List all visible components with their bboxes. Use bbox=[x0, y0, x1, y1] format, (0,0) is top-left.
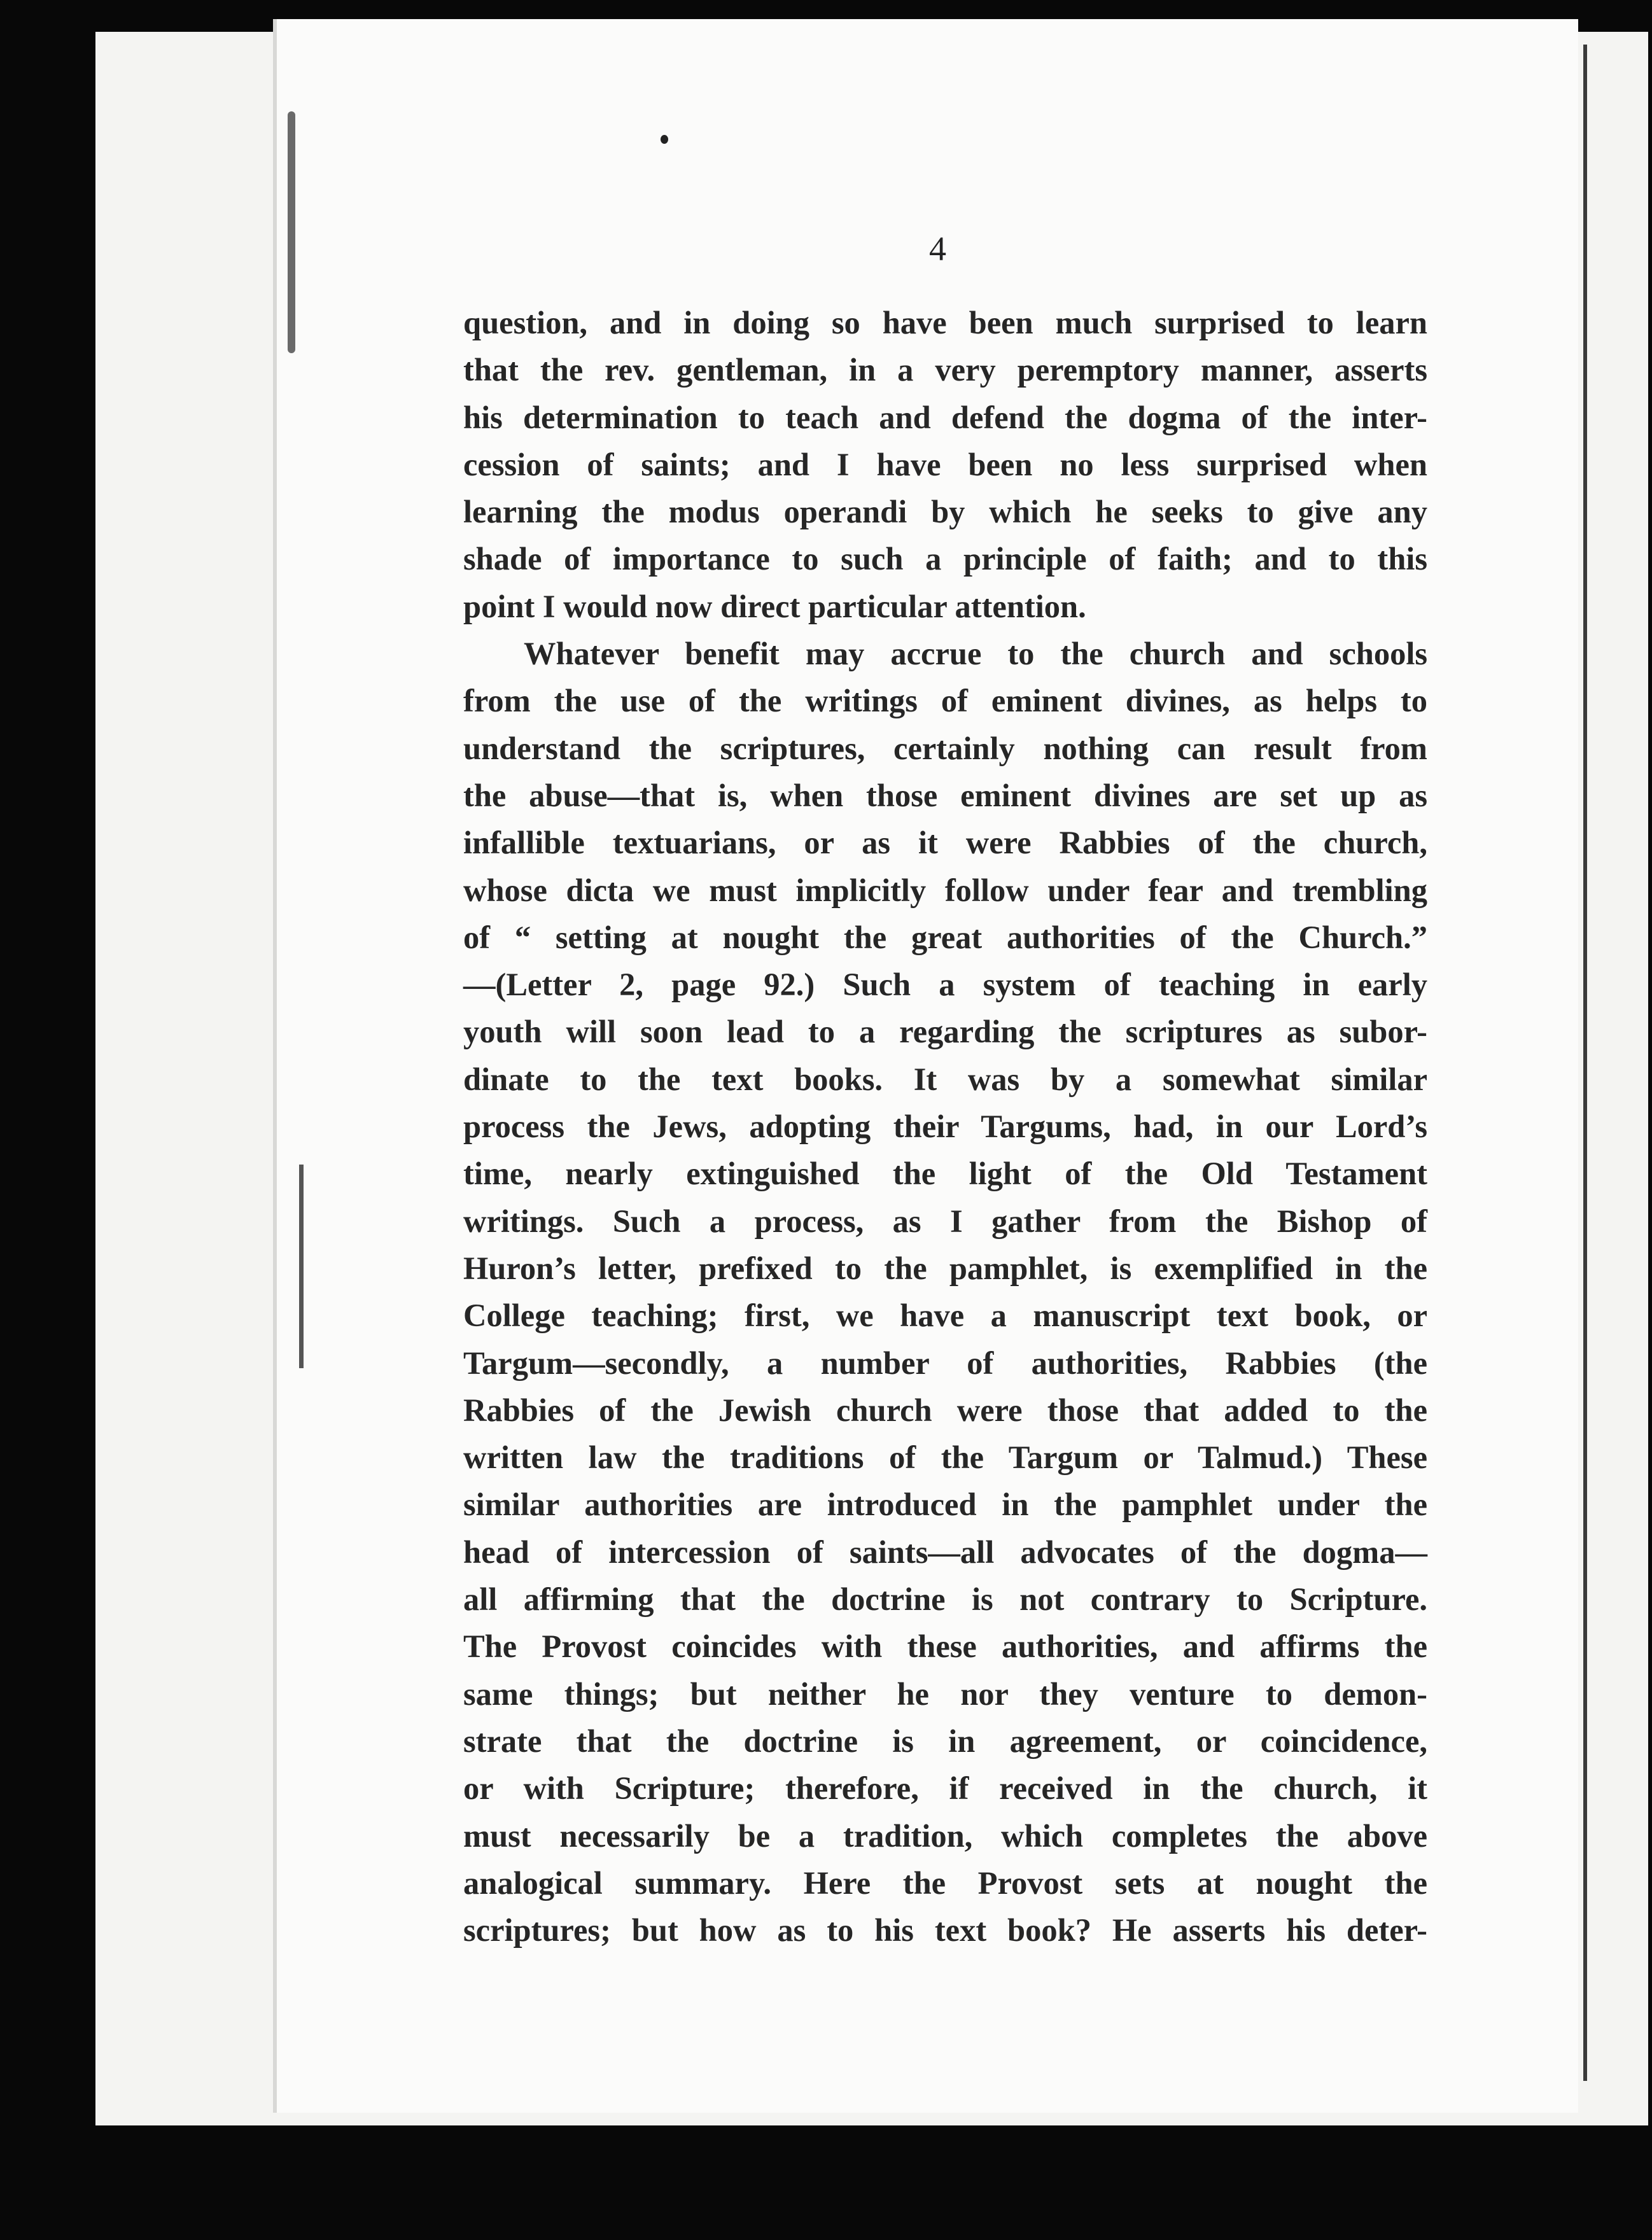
text-line: similar authorities are introduced in the pamphlet under the bbox=[463, 1487, 1427, 1523]
text-line: shade of importance to such a principle of faith; and to this bbox=[463, 541, 1427, 577]
binding-mark bbox=[299, 1165, 304, 1368]
text-line: point I would now direct particular attention. bbox=[463, 588, 1086, 624]
text-line: infallible textuarians, or as it were Rabbies of the church, bbox=[463, 825, 1427, 861]
text-line: Whatever benefit may accrue to the church and schools bbox=[524, 636, 1427, 672]
text-line: written law the traditions of the Targum or Talmud.) These bbox=[463, 1439, 1427, 1476]
text-line: or with Scripture; therefore, if received in the church, it bbox=[463, 1770, 1427, 1807]
text-line: cession of saints; and I have been no less surprised when bbox=[463, 446, 1427, 482]
text-line: head of intercession of saints—all advocates of the dogma— bbox=[463, 1534, 1427, 1570]
text-line: writings. Such a process, as I gather from the Bishop of bbox=[463, 1203, 1427, 1239]
text-line: College teaching; first, we have a manuscript text book, or bbox=[463, 1298, 1427, 1334]
text-line: analogical summary. Here the Provost sets at nought the bbox=[463, 1865, 1427, 1901]
ink-dot bbox=[661, 135, 668, 144]
text-line: question, and in doing so have been much surprised to learn bbox=[463, 305, 1427, 340]
text-line: understand the scriptures, certainly nothing can result from bbox=[463, 730, 1427, 766]
text-line: Rabbies of the Jewish church were those that added to the bbox=[463, 1392, 1427, 1428]
page-edge-shadow bbox=[1583, 45, 1587, 2081]
text-line: of “ setting at nought the great authorities of the Church.” bbox=[463, 919, 1427, 955]
text-line: his determination to teach and defend the dogma of the inter- bbox=[463, 399, 1427, 435]
text-line: Targum—secondly, a number of authorities, Rabbies (the bbox=[463, 1345, 1427, 1381]
text-line: process the Jews, adopting their Targums, had, in our Lord’s bbox=[463, 1109, 1427, 1145]
text-line: scriptures; but how as to his text book? He asserts his deter- bbox=[463, 1912, 1427, 1949]
text-line: Huron’s letter, prefixed to the pamphlet, is exemplified in the bbox=[463, 1250, 1427, 1286]
text-line: whose dicta we must implicitly follow under fear and trembling bbox=[463, 872, 1427, 908]
body-text bbox=[463, 299, 1427, 1954]
text-line: all affirming that the doctrine is not contrary to Scripture. bbox=[463, 1581, 1427, 1618]
text-line: dinate to the text books. It was by a somewhat similar bbox=[463, 1061, 1427, 1097]
text-line: must necessarily be a tradition, which completes the above bbox=[463, 1817, 1427, 1854]
text-line: The Provost coincides with these authorities, and affirms the bbox=[463, 1628, 1427, 1665]
text-line: from the use of the writings of eminent divines, as helps to bbox=[463, 683, 1427, 719]
text-line: youth will soon lead to a regarding the scriptures as subor- bbox=[463, 1014, 1427, 1050]
text-line: learning the modus operandi by which he seeks to give any bbox=[463, 494, 1427, 530]
binding-mark bbox=[288, 111, 295, 353]
text-line: same things; but neither he nor they venture to demon- bbox=[463, 1676, 1427, 1712]
text-line: strate that the doctrine is in agreement, or coincidence, bbox=[463, 1723, 1427, 1759]
page-number: 4 bbox=[929, 230, 946, 268]
text-line: time, nearly extinguished the light of the Old Testament bbox=[463, 1156, 1427, 1192]
text-line: the abuse—that is, when those eminent divines are set up as bbox=[463, 777, 1427, 813]
text-line: that the rev. gentleman, in a very peremptory manner, asserts bbox=[463, 352, 1427, 388]
text-line: —(Letter 2, page 92.) Such a system of teaching in early bbox=[463, 967, 1427, 1003]
